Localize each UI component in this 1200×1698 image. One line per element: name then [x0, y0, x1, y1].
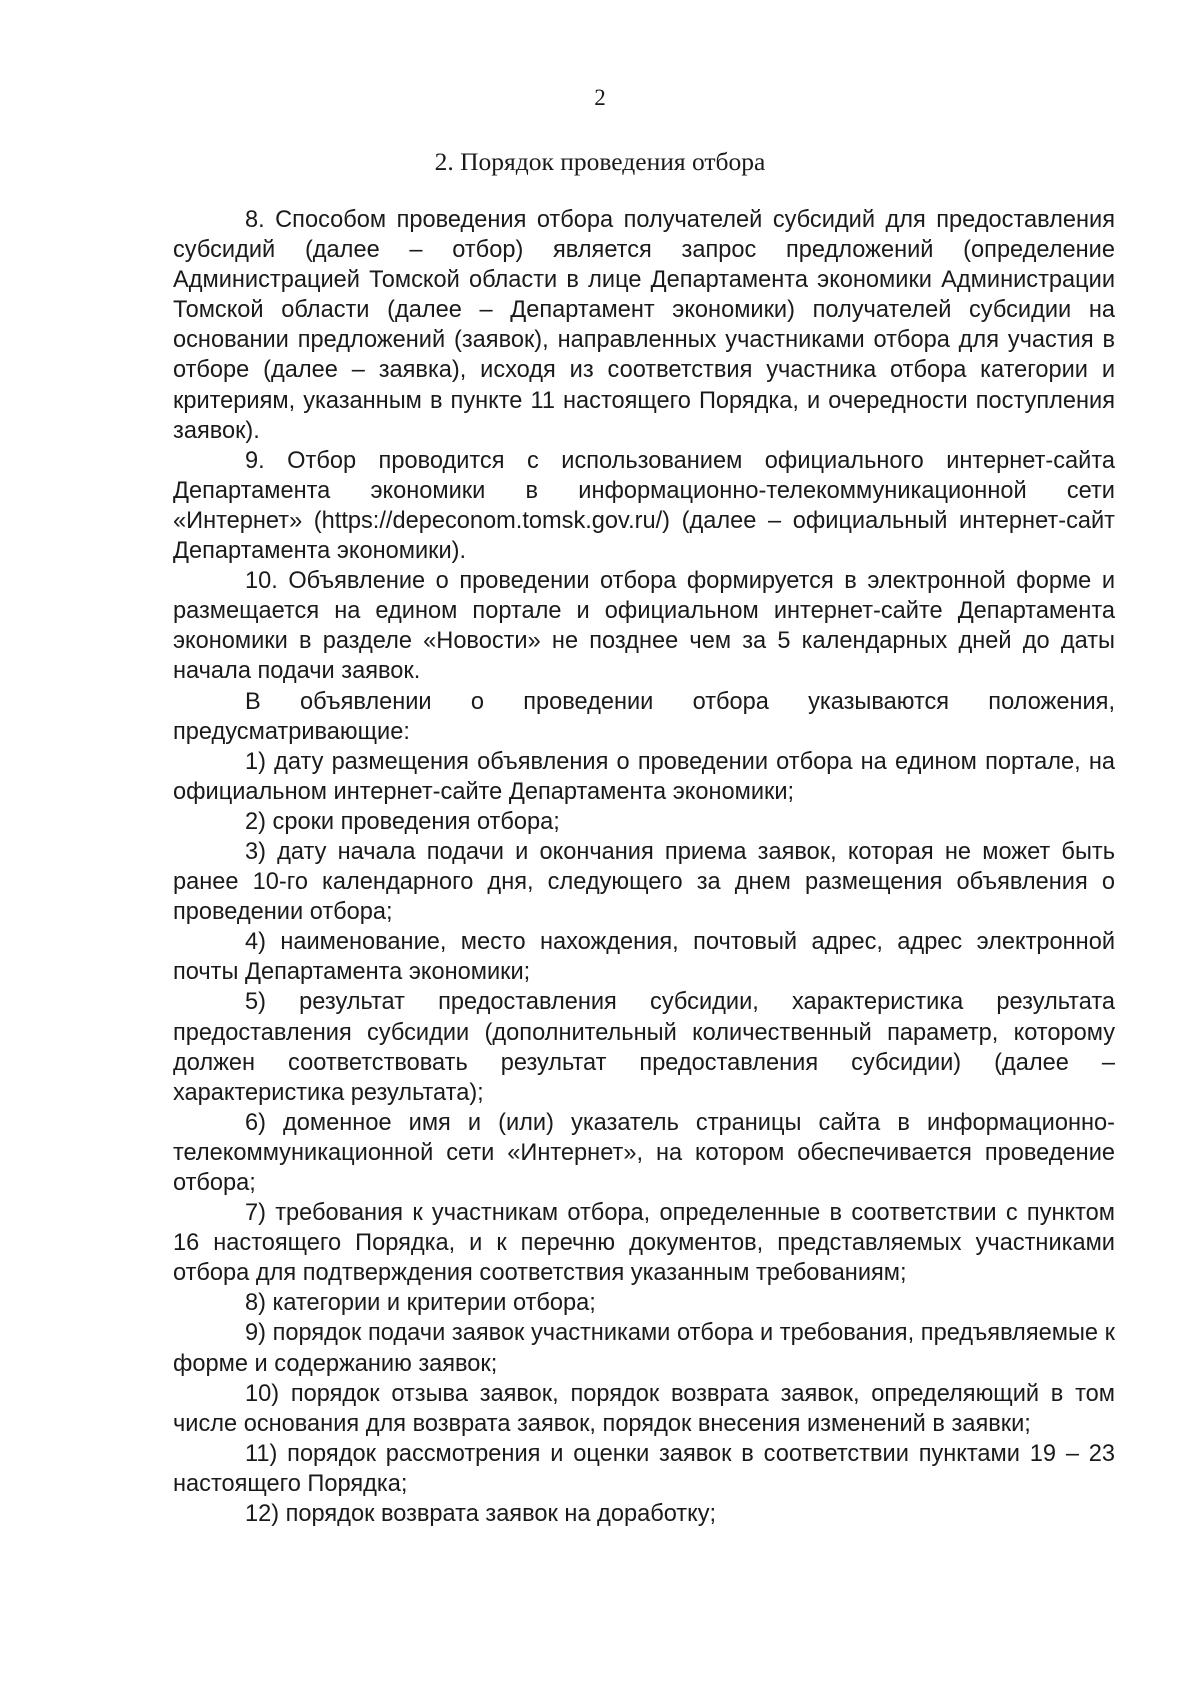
list-item-4: 4) наименование, место нахождения, почтовый адрес, адрес электронной почты Департамента экономики; [173, 929, 1115, 986]
list-item-7: 7) требования к участникам отбора, определенные в соответствии с пунктом 16 настоящего Порядка, и к перечню документов, представляемых участниками отбора для подтверждения соответствия указанным требованиям; [173, 1200, 1115, 1287]
list-item-9: 9) порядок подачи заявок участниками отбора и требования, предъявляемые к форме и содержанию заявок; [173, 1320, 1115, 1377]
list-item-11: 11) порядок рассмотрения и оценки заявок в соответствии пунктами 19 – 23 настоящего Порядка; [173, 1440, 1115, 1497]
paragraph-9: 9. Отбор проводится с использованием официального интернет-сайта Департамента экономики в информационно-телекоммуникационной сети «Интернет» (https://depeconom.tomsk.gov.ru/) (далее – официальный интернет-сайт Департамента экономики). [173, 447, 1115, 565]
list-item-3: 3) дату начала подачи и окончания приема заявок, которая не может быть ранее 10-го календарного дня, следующего за днем размещения объявления о проведении отбора; [173, 838, 1115, 926]
page-number: 2 [594, 85, 606, 110]
announcement-intro: В объявлении о проведении отбора указываются положения, предусматривающие: [173, 688, 1115, 745]
list-item-8: 8) категории и критерии отбора; [245, 1290, 596, 1317]
section-title: 2. Порядок проведения отбора [434, 147, 766, 176]
paragraph-10: 10. Объявление о проведении отбора формируется в электронной форме и размещается на едином портале и официальном интернет-сайте Департамента экономики в разделе «Новости» не позднее чем за 5 календарных дней до даты начала подачи заявок. [173, 568, 1115, 685]
document-body [173, 205, 1115, 1529]
list-item-2: 2) сроки проведения отбора; [245, 808, 560, 835]
list-item-12: 12) порядок возврата заявок на доработку; [245, 1501, 717, 1528]
list-item-10: 10) порядок отзыва заявок, порядок возврата заявок, определяющий в том числе основания для возврата заявок, порядок внесения изменений в заявки; [173, 1380, 1115, 1437]
list-item-6: 6) доменное имя и (или) указатель страницы сайта в информационно-телекоммуникационной сети «Интернет», на котором обеспечивается проведение отбора; [173, 1109, 1115, 1196]
paragraph-8: 8. Способом проведения отбора получателей субсидий для предоставления субсидий (далее – отбор) является запрос предложений (определение Администрацией Томской области в лице Департамента экономики Администрации Томской области (далее – Департамент экономики) получателей субсидии на основании предложений (заявок), направленных участниками отбора для участия в отборе (далее – заявка), исходя из соответствия участника отбора категории и критериям, указанным в пункте 11 настоящего Порядка, и очередности поступления заявок). [173, 207, 1115, 444]
list-item-5: 5) результат предоставления субсидии, характеристика результата предоставления субсидии (дополнительный количественный параметр, которому должен соответствовать результат предоставления субсидии) (далее – характеристика результата); [173, 989, 1115, 1106]
list-item-1: 1) дату размещения объявления о проведении отбора на едином портале, на официальном интернет-сайте Департамента экономики; [173, 748, 1115, 805]
